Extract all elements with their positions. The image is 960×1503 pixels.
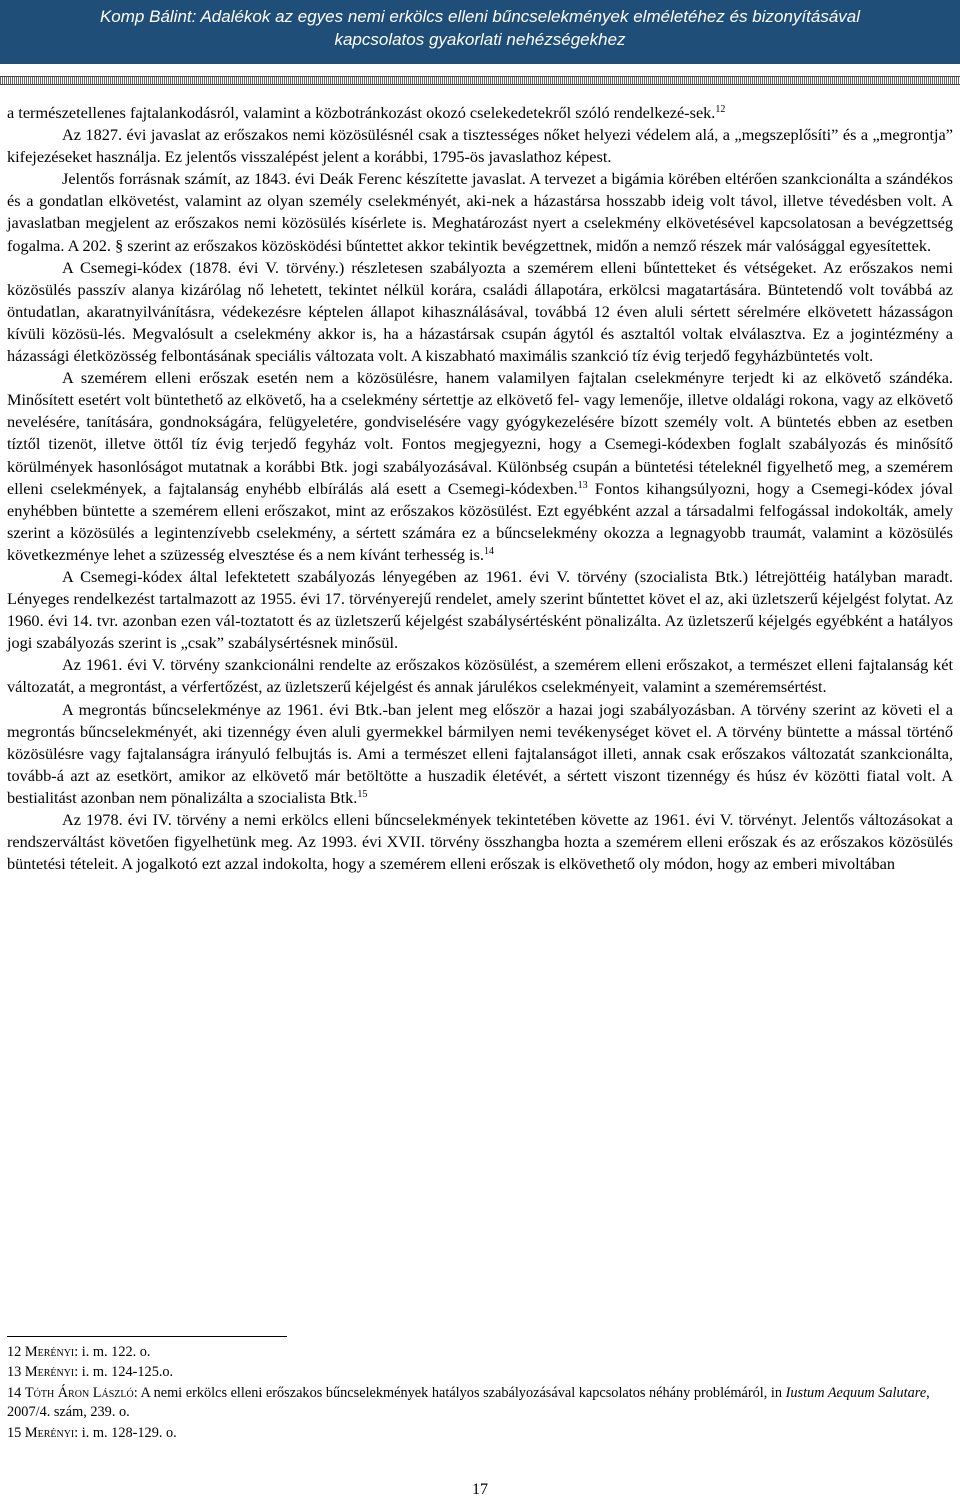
footnote-ref[interactable]: 12 [715, 104, 726, 115]
paragraph: A szemérem elleni erőszak esetén nem a közösülésre, hanem valamilyen fajtalan cselekményre terjedt ki az elkövető szándéka. Minősített esetért volt büntethető az elkövető, ha a cselekmény sértettje az elkövető fel- vagy lemenője, illetve oldalági rokona, vagy az elkövető nevelésére, tanítására, gondnokságára, felügyeletére, gondviselésére vagy gyógykezelésére bízott személy volt. A büntetés ebben az esetben tíztől tizenöt, illetve öttől tíz évig terjedő fegyház volt. Fontos megjegyezni, hogy a Csemegi-kódexben foglalt szabályozás és minősítő körülmények hasonlóságot mutatnak a korábbi Btk. jogi szabályozásával. Különbség csupán a büntetési tételeknél figyelhető meg, a szemérem elleni cselekmények, a fajtalanság enyhébb elbírálás alá esett a Csemegi-kódexben.$^{13}$ Fontos kihangsúlyozni, hogy a Csemegi-kódex jóval enyhébben büntette a szemérem elleni erőszakot, mint az erőszakos közösülést. Ezt egyébként azzal a társadalmi felfogással indokolták, amely szerint a közösülés a legintenzívebb cselekmény, a sértett számára ez a bűncselekmény okozza a legnagyobb traumát, valamint a közösülés következménye lehet a szüzesség elvesztése és a nem kívánt terhesség is.$^{14}$ [7, 368, 954, 564]
paragraph: Az 1978. évi IV. törvény a nemi erkölcs elleni bűncselekmények tekintetében követte az 1961. évi V. törvényt. Jelentős változásokat a rendszerváltást követően figyelhetünk meg. Az 1993. évi XVII. törvény összhangba hozta a szemérem elleni erőszak és az erőszakos közösülés büntetési tételeit. A jogalkotó ezt azzal indokolta, hogy a szemérem elleni erőszak is elkövethető oly módon, hogy az emberi mivoltában [7, 810, 953, 874]
paragraph: A Csemegi-kódex (1878. évi V. törvény.) részletesen szabályozta a szemérem elleni bűntetteket és vétségeket. Az erőszakos nemi közösülés passzív alanya kizárólag nő lehetett, tekintet nélkül korára, családi állapotára, erkölcsi magatartására. Büntetendő volt továbbá az öntudatlan, akaratnyilvánításra, védekezésre képtelen állapot kihasználásával, továbbá 12 éven aluli sértett sérelmére elkövetett házasságon kívüli közösü-lés. Megvalósult a cselekmény akkor is, ha a házastársak csupán ágytól és asztaltól voltak elválasztva. Ez a jogintézmény a házassági életközösség felbontásának speciális változata volt. A kiszabható maximális szankció tíz évig terjedő fegyházbüntetés volt. [7, 257, 953, 366]
footnote-ref[interactable]: 15 [357, 788, 368, 800]
paragraph: A Csemegi-kódex által lefektetett szabályozás lényegében az 1961. évi V. törvény (szocialista Btk.) létrejöttéig hatályban maradt. Lényeges rendelkezést tartalmazott az 1955. évi 17. törvényerejű rendelet, amely szerint bűntettet követ el az, aki üzletszerű kéjelgést folytat. Az 1960. évi 14. tvr. azonban ezen vál-toztatott és az üzletszerű kéjelgést szabálysértésként pönalizálta. Az üzletszerű kéjelgés egyébként a hatályos jogi szabályozás szerint is „csak” szabálysértésnek minősül. [7, 566, 953, 653]
footnote-ref[interactable]: 14 [483, 545, 494, 557]
footnote: 14 Tóth Áron László: A nemi erkölcs elleni erőszakos bűncselekmények hatályos szabályozásával kapcsolatos néhány problémáról, in Iustum Aequum Salutare, 2007/4. szám, 239. o. [7, 1384, 930, 1421]
header-line-1: Komp Bálint: Adalékok az egyes nemi erkölcs elleni bűncselekmények elméletéhez és bizonyításával [99, 7, 861, 26]
paragraph: Az 1961. évi V. törvény szankcionálni rendelte az erőszakos közösülést, a szemérem elleni erőszakot, a természet elleni fajtalanság két változatát, a megrontást, a vérfertőzést, az üzletszerű kéjelgést és annak járulékos cselekményeit, valamint a szeméremsértést. [7, 655, 953, 697]
footnotes [7, 1343, 953, 1444]
header-line-2: kapcsolatos gyakorlati nehézségekhez [334, 30, 626, 49]
running-header [0, 0, 960, 64]
footnote: 15 Merényi: i. m. 128-129. o. [7, 1424, 177, 1441]
footnote: 12 Merényi: i. m. 122. o. [7, 1344, 151, 1360]
footnote-separator [7, 1336, 287, 1337]
header-rule [0, 76, 960, 85]
page-number: 17 [472, 1481, 488, 1498]
paragraph: Az 1827. évi javaslat az erőszakos nemi közösülésnél csak a tisztességes nőket helyezi védelem alá, a „megszeplősíti” és a „megrontja” kifejezéseket használja. Ez jelentős visszalépést jelent a korábbi, 1795-ös javaslathoz képest. [7, 125, 953, 167]
footnote: 13 Merényi: i. m. 124-125.o. [7, 1364, 174, 1381]
paragraph: Jelentős forrásnak számít, az 1843. évi Deák Ferenc készítette javaslat. A tervezet a bigámia körében eltérően szankcionálta a szándékos és a gondatlan elkövetést, valamint az olyan személy cselekményét, aki-nek a házastársa hosszabb ideig volt távol, illetve tévedésben volt. A javaslatban megjelent az erőszakos nemi közösülés kísérlete is. Meghatározást nyert a cselekmény elkövetésével kapcsolatosan a bevégzettség fogalma. A 202. § szerint az erőszakos közösködési bűntettet akkor tekintik bevégzettnek, midőn a nemző részek már valósággal egyesítettek. [7, 169, 953, 255]
paragraph: A megrontás bűncselekménye az 1961. évi Btk.-ban jelent meg először a hazai jogi szabályozásban. A törvény szerint az követi el a megrontás bűncselekményét, aki tizennégy éven aluli gyermekkel bármilyen nemi tevékenységet követ el. A törvény büntette a mással történő közösülésre vagy fajtalanságra irányuló felbujtás is. Ami a természet elleni fajtalanságot illeti, annak csak erőszakos változatát szankcionálta, tovább-á azt az esetkört, amikor az elkövető már betöltötte a huszadik életévét, a sértett viszont tizennégy és húsz év közötti fiatal volt. A bestialitást azonban nem pönalizálta a szocialista Btk.$^{15}$ [7, 699, 953, 807]
paragraph: a természetellenes fajtalankodásról, valamint a közbotránkozást okozó cselekedetekről szóló rendelkezé-sek.$^{12}$ [7, 103, 726, 122]
footnote-ref[interactable]: 13 [577, 479, 588, 491]
body-text [7, 102, 953, 875]
